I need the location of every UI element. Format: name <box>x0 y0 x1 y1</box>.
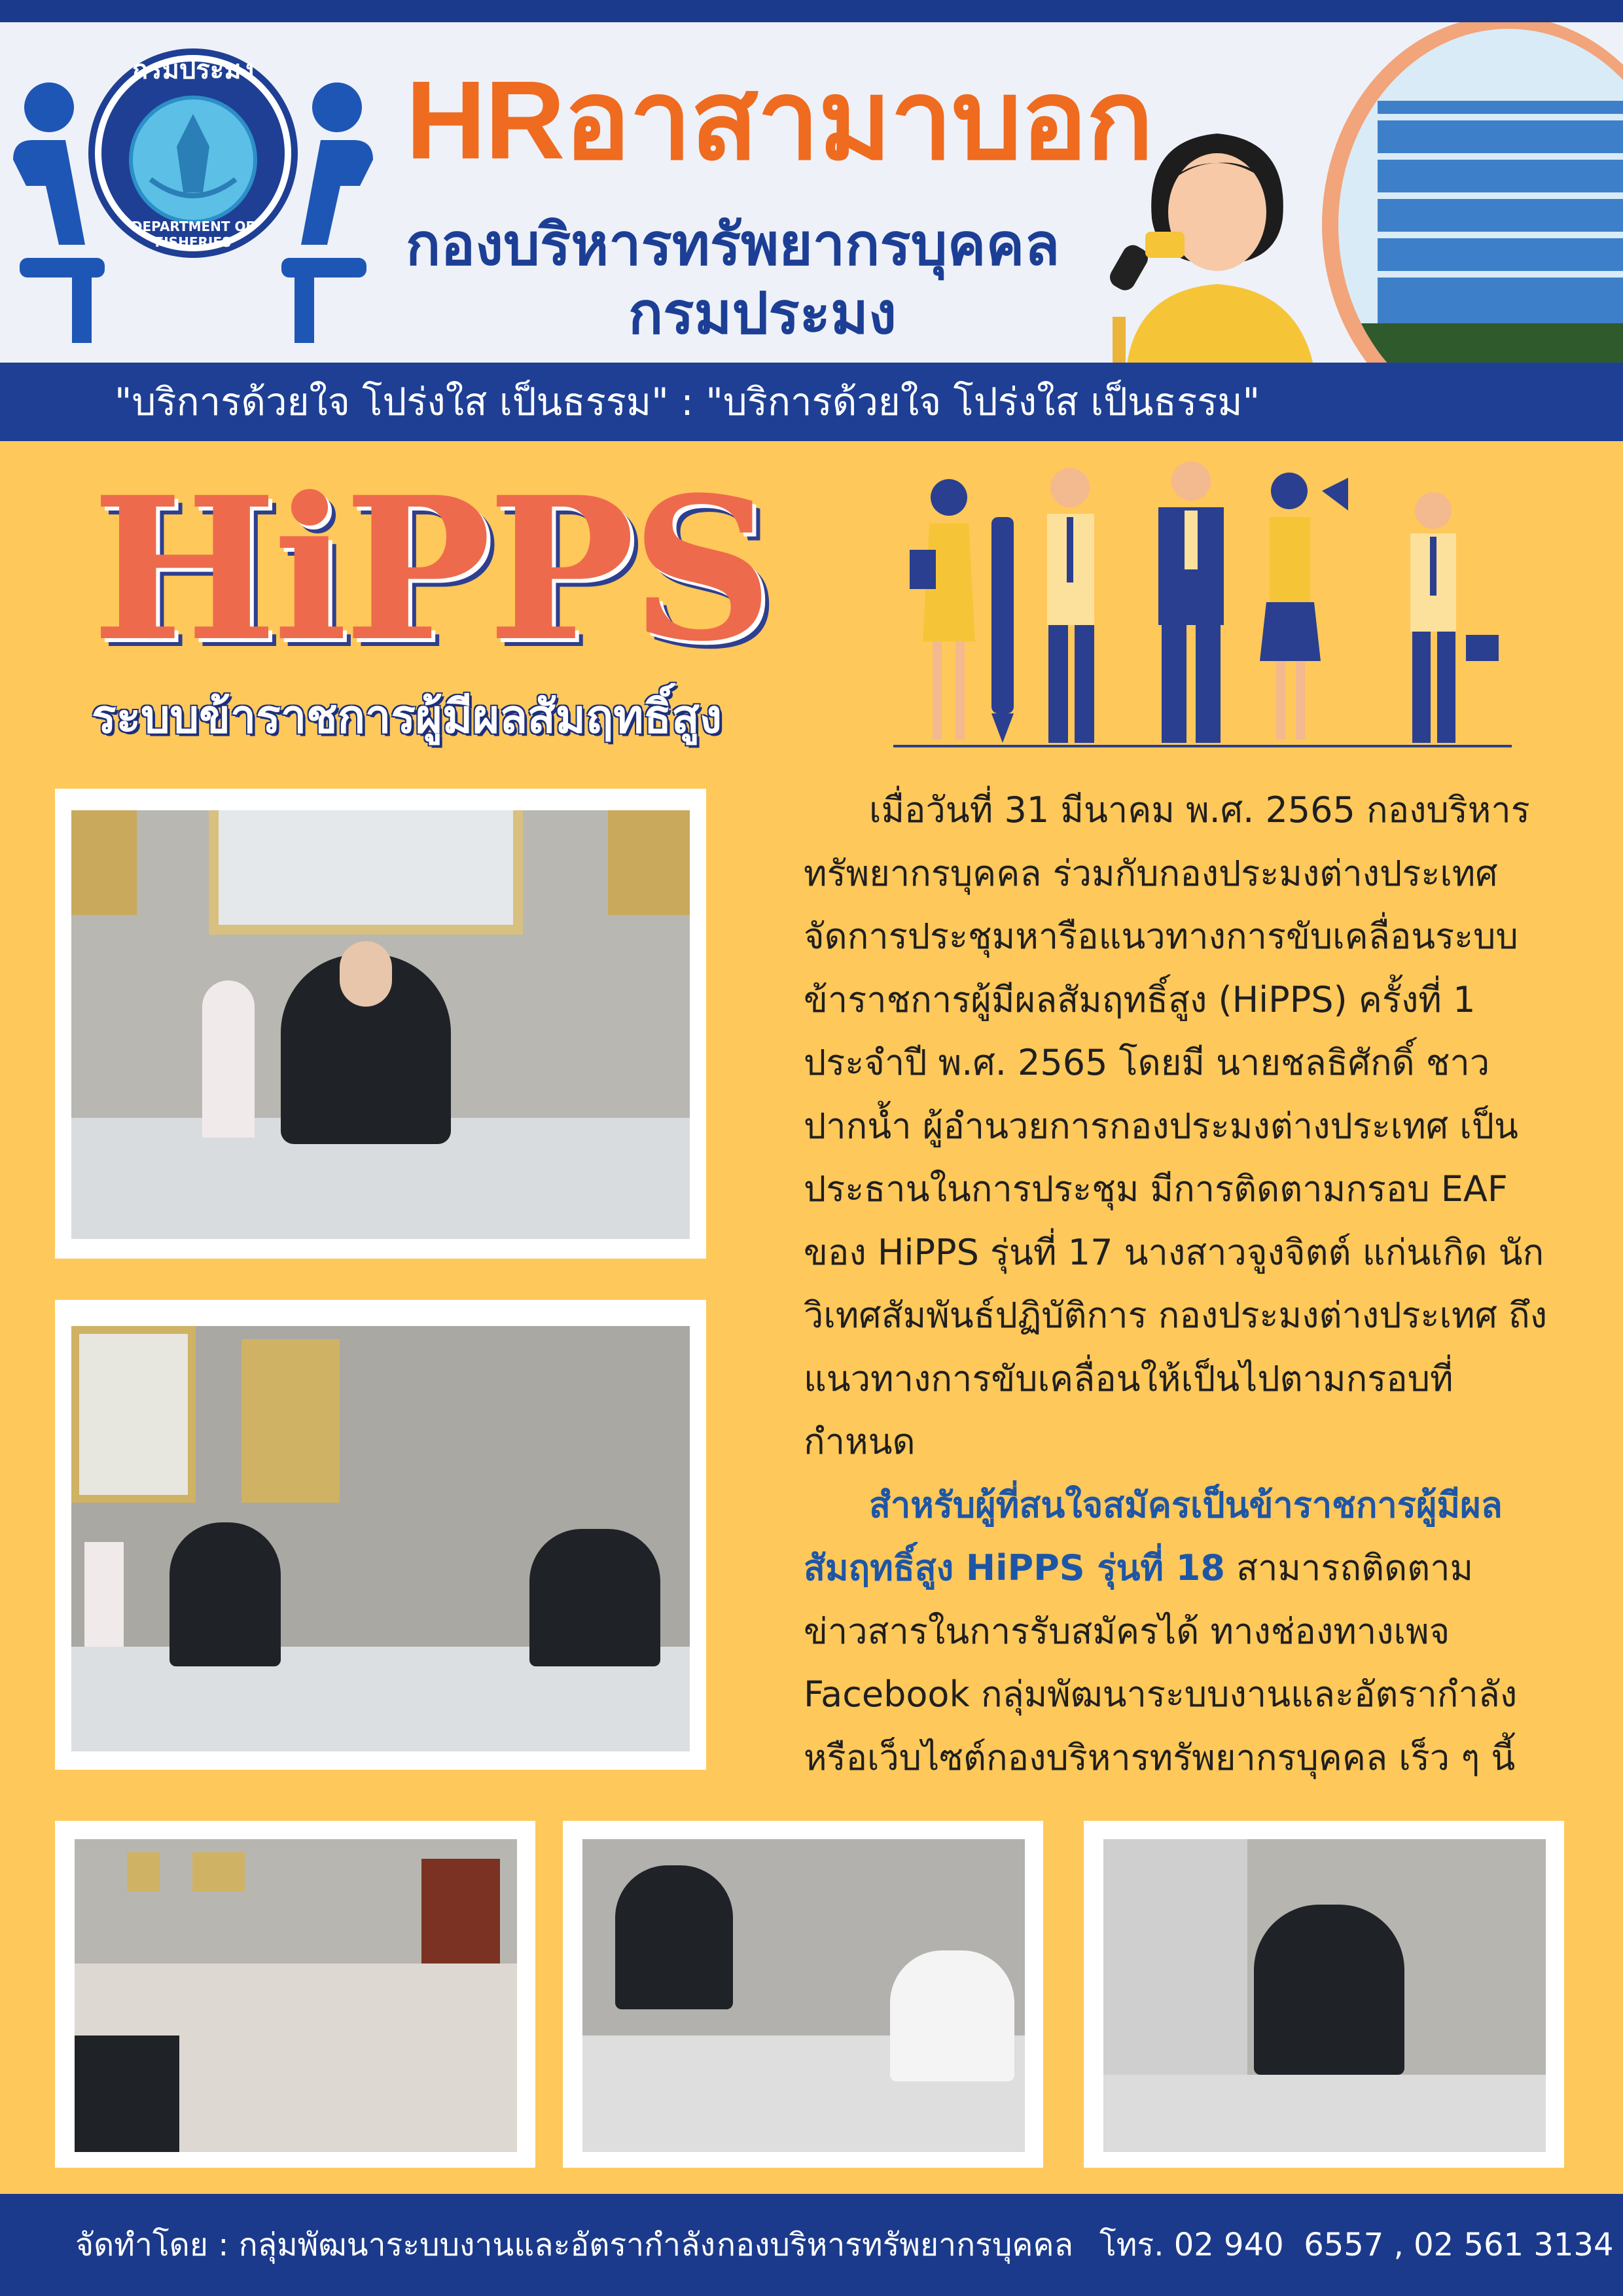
meeting-photo-4 <box>582 1839 1025 2152</box>
logo-top-text: กรมประมง <box>132 55 255 85</box>
photo-frame-5 <box>1084 1821 1564 2168</box>
photo-frame-2 <box>55 1300 706 1770</box>
slogan: "บริการด้วยใจ โปร่งใส เป็นธรรม" : "บริการด้วยใจ โปร่งใส เป็นธรรม" <box>114 380 1260 424</box>
photo-frame-1 <box>55 789 706 1259</box>
logo-ring-text: DEPARTMENT OF FISHERIES <box>131 219 255 250</box>
footer-division: กองบริหารทรัพยากรบุคคล <box>717 2227 1074 2263</box>
top-bar <box>0 0 1623 22</box>
photo-frame-4 <box>563 1821 1043 2168</box>
department-name: กรมประมง <box>628 279 897 347</box>
header-banner <box>0 22 1623 363</box>
article-paragraph-1-text: เมื่อวันที่ 31 มีนาคม พ.ศ. 2565 กองบริหารทรัพยากรบุคคล ร่วมกับกองประมงต่างประเทศ จัดการประชุมหารือแนวทางการขับเคลื่อนระบบข้าราชการผู้มีผลสัมฤทธิ์สูง (HiPPS) ครั้งที่ 1 ประจำปี พ.ศ. 2565 โดยมี นายชลธิศักดิ์ ชาวปากน้ำ ผู้อำนวยการกองประมงต่างประเทศ เป็นประธานในการประชุม มีการติดตามกรอบ EAF ของ HiPPS รุ่นที่ 17 นางสาวจูงจิตต์ แก่นเกิด นักวิเทศสัมพันธ์ปฏิบัติการ กองประมงต่างประเทศ ถึงแนวทางการขับเคลื่อนให้เป็นไปตามกรอบที่กำหนด <box>804 789 1548 1462</box>
article-paragraph-1 <box>804 779 1550 1474</box>
meeting-photo-1 <box>71 810 690 1239</box>
article-paragraph-2 <box>804 1474 1550 1790</box>
meeting-photo-2 <box>71 1326 690 1751</box>
recruitment-details: สามารถติดตามข่าวสารในการรับสมัครได้ ทางช่องทางเพจ Facebook กลุ่มพัฒนาระบบงานและอัตรากำลัง หรือเว็บไซต์กองบริหารทรัพยากรบุคคล เร็ว ๆ นี้ <box>804 1547 1518 1778</box>
division-name: กองบริหารทรัพยากรบุคคล <box>406 211 1060 278</box>
team-illustration <box>890 452 1518 753</box>
article-body <box>804 779 1550 1789</box>
meeting-photo-5 <box>1103 1839 1546 2152</box>
photo-frame-3 <box>55 1821 535 2168</box>
hipps-title: HiPPS <box>92 454 770 685</box>
footer-phone: โทร. 02 940 6557 , 02 561 3134 <box>1099 2227 1614 2263</box>
footer-made-by: จัดทำโดย : กลุ่มพัฒนาระบบงานและอัตรากำลัง <box>75 2227 715 2263</box>
hipps-subtitle: ระบบข้าราชการผู้มีผลสัมฤทธิ์สูง <box>92 690 722 744</box>
hr-title: HRอาสามาบอก <box>406 58 1152 183</box>
meeting-photo-3 <box>75 1839 517 2152</box>
recruitment-highlight: สำหรับผู้ที่สนใจสมัครเป็นข้าราชการผู้มีผลสัมฤทธิ์สูง HiPPS รุ่นที่ 18 <box>804 1484 1503 1588</box>
